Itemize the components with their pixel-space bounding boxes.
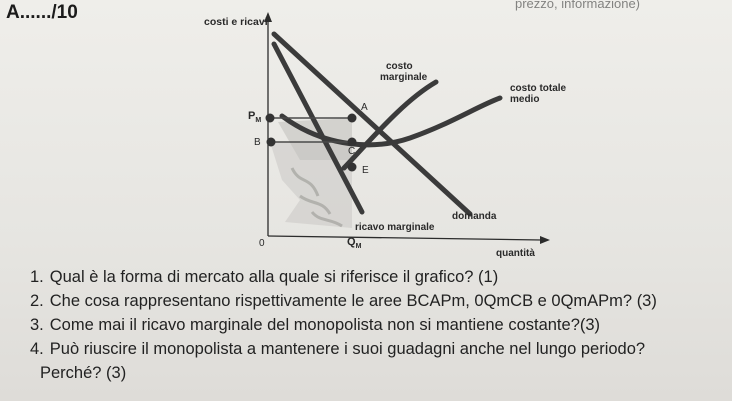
question-number: 4. (30, 340, 44, 358)
question-2 (30, 290, 657, 312)
c-label: C (348, 146, 356, 157)
question-4-continuation (40, 362, 126, 384)
question-4 (30, 338, 645, 360)
question-text: Può riuscire il monopolista a mantenere i suoi guadagni anche nel lungo periodo? (49, 340, 646, 358)
point-b (267, 138, 276, 147)
score-label: A....../10 (6, 2, 78, 23)
marginal-cost-label-2: marginale (380, 72, 428, 83)
question-text: Qual è la forma di mercato alla quale si riferisce il grafico? (1) (49, 268, 499, 286)
question-text: Come mai il ricavo marginale del monopolista non si mantiene costante?(3) (49, 316, 601, 334)
a-label: A (361, 102, 368, 113)
question-3 (30, 314, 600, 336)
marginal-revenue-label: ricavo marginale (355, 222, 435, 233)
point-a (348, 114, 357, 123)
demand-label: domanda (452, 211, 497, 222)
avg-cost-label-2: medio (510, 94, 540, 105)
x-axis-label: quantità (496, 248, 535, 259)
origin-label: 0 (259, 238, 265, 249)
question-text: Perché? (3) (40, 364, 127, 382)
top-fragment-text: prezzo, informazione) (515, 0, 640, 11)
pm-label: $P_M$ (248, 110, 262, 124)
question-1 (30, 266, 498, 288)
point-pm (266, 114, 275, 123)
question-number: 3. (30, 316, 44, 334)
question-text: Che cosa rappresentano rispettivamente le aree BCAPm, 0QmCB e 0QmAPm? (3) (49, 292, 657, 310)
question-number: 2. (30, 292, 44, 310)
qm-label: $Q_M$ (347, 236, 362, 250)
x-axis-arrow (540, 236, 550, 244)
b-label: B (254, 137, 261, 148)
e-label: E (362, 165, 369, 176)
x-axis (268, 236, 542, 240)
marginal-cost-label-1: costo (386, 61, 413, 72)
marginal-cost-curve (344, 82, 436, 168)
y-axis-label: costi e ricavi (204, 16, 268, 28)
point-e (348, 163, 357, 172)
avg-cost-label-1: costo totale (510, 83, 567, 94)
question-number: 1. (30, 268, 44, 286)
